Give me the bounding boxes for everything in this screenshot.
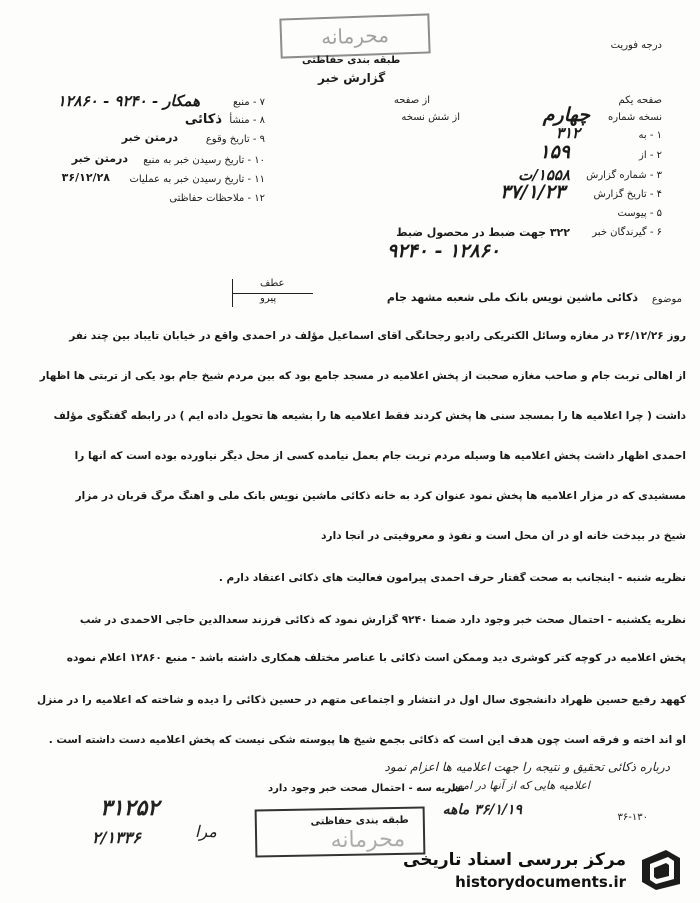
field-from-value: ۱۵۹ xyxy=(539,141,570,163)
body-line: روز ۳۶/۱۲/۲۶ در مغازه وسائل الکتریکی رادیو رجحانگی آقای اسماعیل مؤلف در احمدی واقع در خیابان تایباد بین چند نفر xyxy=(69,330,686,342)
reference-label: عطف xyxy=(260,278,285,289)
field-report-date-value: ۳۷/۱/۲۳ xyxy=(500,181,565,203)
handwritten-note-line1: درباره ذکائی تحقیق و نتیجه را جهت اعلامیه ها اعزام نمود xyxy=(384,760,670,774)
field-recipients-code: ۱۲۸۶۰ - ۹۲۴۰ xyxy=(387,240,500,262)
opinion-line: نظریه یکشنبه - احتمال صحت خبر وجود دارد ضمناً ۹۲۴۰ گزارش نمود که ذکائی فرزند سعدالدین حاجی الاحمدی در شب xyxy=(79,614,686,626)
field-event-date-value: درمتن خبر xyxy=(121,131,178,144)
watermark-url: historydocuments.ir xyxy=(455,873,626,891)
field-to-label: ۱ - به xyxy=(638,130,662,141)
bottom-stamp-ghost: محرمانه xyxy=(330,826,406,854)
field-event-date-label: ۹ - تاریخ وقوع xyxy=(205,134,265,145)
field-copy-label: نسخه شماره xyxy=(608,112,662,123)
field-ops-received-value: ۳۶/۱۲/۲۸ xyxy=(61,171,110,184)
subject-text: ذکائی ماشین نویس بانک ملی شعبه مشهد جام xyxy=(386,291,638,304)
field-recipients-value: ۳۲۲ جهت ضبط در محصول ضبط xyxy=(396,226,570,239)
page-title: گزارش خبر xyxy=(318,71,386,85)
field-report-date-label: ۴ - تاریخ گزارش xyxy=(593,189,662,200)
handwritten-initial: مرا xyxy=(195,822,217,841)
field-source-value: همکار - ۹۲۴۰ - ۱۲۸۶۰ xyxy=(57,92,200,110)
handwritten-note-line2: اعلامیه هایی که از آنها در امور xyxy=(452,779,590,792)
subject-label: موضوع xyxy=(651,294,682,305)
body-line: احمدی اظهار داشت پخش اعلامیه ها وسیله مردم تربت جام بعمل نیامده کسی از محل دیگر نیاورده بوده است که آنها را xyxy=(74,450,686,462)
body-line: مسشیدی که در مزار اعلامیه ها پخش نمود عنوان کرد به خانه ذکائی ماشین نویس بانک ملی و اهنگ مرگ قربان در مزار xyxy=(75,490,686,502)
field-source-received-value: درمتن خبر xyxy=(71,152,128,165)
field-source-received-label: ۱۰ - تاریخ رسیدن خبر به منبع xyxy=(143,155,265,166)
field-page-label: صفحه یکم xyxy=(618,95,662,106)
field-attachment-label: ۵ - پیوست xyxy=(617,208,662,219)
field-ops-received-label: ۱۱ - تاریخ رسیدن خبر به عملیات xyxy=(129,174,265,185)
footer-code: ۳۶-۱۳۰ xyxy=(617,812,648,823)
field-from-label: ۲ - از xyxy=(639,150,662,161)
last-opinion: نظریه سه - احتمال صحت خبر وجود دارد xyxy=(267,783,465,794)
archive-logo-icon xyxy=(636,846,686,892)
top-classification-stamp: محرمانه xyxy=(279,13,430,58)
field-copy-value: چهارم xyxy=(542,104,590,126)
body-line: شیخ در بیدخت خانه او در آن محل است و نفوذ و معروفیتی در آنجا دارد xyxy=(321,530,686,542)
field-report-number-value: ۱۵۵۸/ت xyxy=(518,166,570,184)
body-line: داشت ( چرا اعلامیه ها را بمسجد سنی ها پخش کردند فقط اعلامیه ها را بشیعه ها تحویل داده ایم ) در رابطه گفتگوی مؤلف xyxy=(53,410,686,422)
watermark-title: مرکز بررسی اسناد تاریخی xyxy=(403,850,626,870)
urgency-label: درجه فوریت xyxy=(610,40,662,51)
field-copy-of: از شش نسخه xyxy=(401,112,460,123)
followup-label: پیرو xyxy=(260,293,277,304)
opinion-line: نظریه شنبه - اینجانب به صحت گفتار حرف احمدی پیرامون فعالیت های ذکائی اعتقاد دارم . xyxy=(218,572,686,584)
field-to-value: ۳۱۲ xyxy=(555,124,580,142)
field-recipients-label: ۶ - گیرندگان خبر xyxy=(592,227,662,238)
field-origin-value: ذکائی xyxy=(184,112,222,127)
body-line: از اهالی تربت جام و صاحب مغازه صحبت از پخش اعلامیه در مسجد جامع بود که بین مردم شیخ جام بود یکی از تربتی ها اظهار xyxy=(39,370,686,382)
handwritten-signature-date: ۳۶/۱/۱۹ ماهه xyxy=(442,802,522,818)
field-security-notes-label: ۱۲ - ملاحظات حفاظتی xyxy=(169,193,265,204)
field-source-label: ۷ - منبع xyxy=(232,97,265,108)
body-line: کههد رفیع حسین ظهراد دانشجوی سال اول در انتشار و اجتماعی متهم در حسین ذکائی را دیده و شاخته که اعلامیه را در منزل xyxy=(36,694,686,706)
field-origin-label: ۸ - منشأ xyxy=(229,115,265,126)
field-page-of: از صفحه xyxy=(393,95,430,106)
handwritten-number-sub: ۲/۱۳۳۶ xyxy=(92,828,141,847)
handwritten-number: ۳۱۲۵۲ xyxy=(100,795,160,821)
field-report-number-label: ۳ - شماره گزارش xyxy=(586,170,662,181)
bottom-classification-stamp xyxy=(255,807,426,858)
body-line: او اند اخته و فرقه است چون هدف این است که ذکائی بجمع شیخ ها پیوسته شکی نیست که پخش اعلامیه دست داشته است . xyxy=(48,734,686,746)
classification-label: طبقه بندی حفاظتی xyxy=(302,55,401,66)
bottom-stamp-label: طبقه بندی حفاظتی xyxy=(310,814,409,828)
body-line: پخش اعلامیه در کوچه کتر کوشری دید وممکن است ذکائی با عناصر مختلف همکاری داشته باشد - منبع ۱۲۸۶۰ اعلام نموده xyxy=(66,652,686,664)
